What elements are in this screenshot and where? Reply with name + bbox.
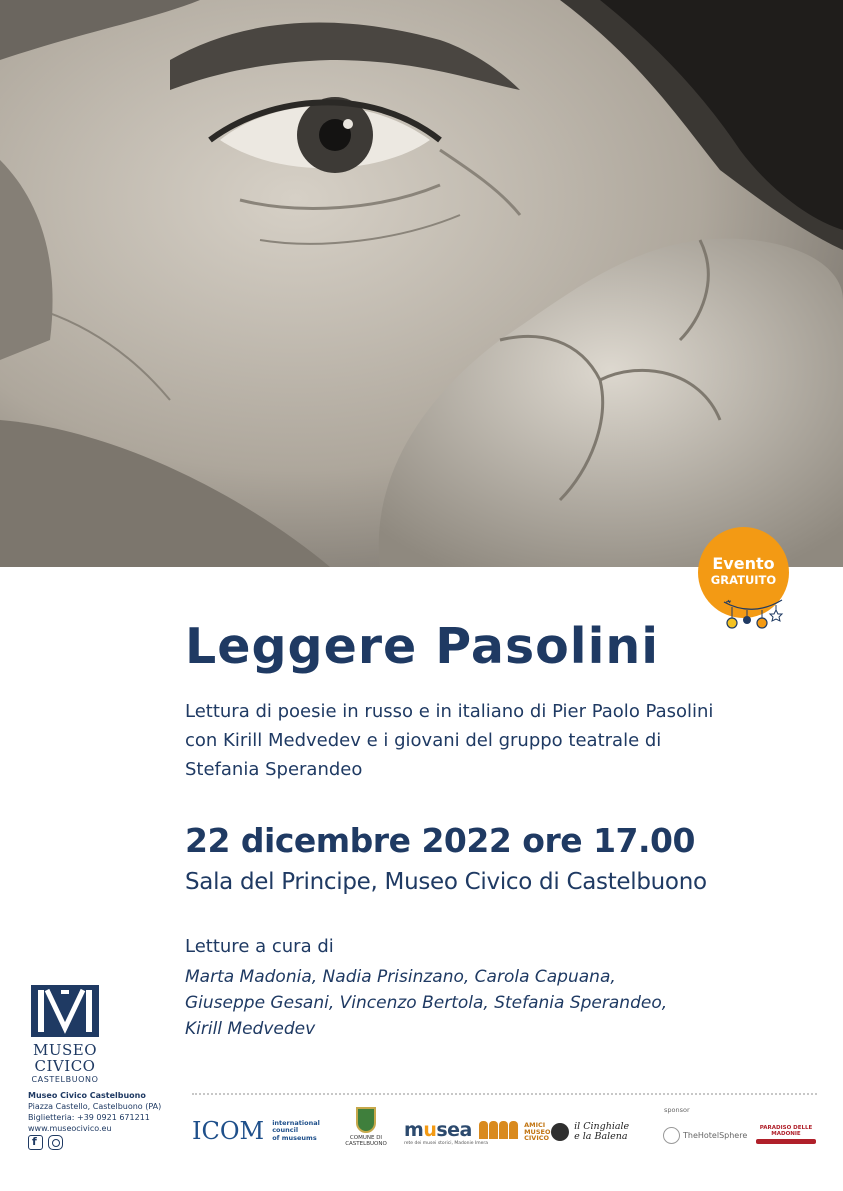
amici-arches-icon — [479, 1121, 519, 1143]
cinghiale-balena-logo — [551, 1121, 629, 1142]
comune-castelbuono-logo — [340, 1107, 392, 1147]
museo-civico-logo — [28, 984, 102, 1084]
hotelsphere-logo — [663, 1127, 747, 1144]
readers-line: Kirill Medvedev — [185, 1019, 316, 1039]
readers-heading: Letture a cura di — [185, 936, 334, 957]
social-links — [28, 1135, 68, 1154]
comune-text: COMUNE DI CASTELBUONO — [345, 1135, 387, 1147]
facebook-icon[interactable] — [28, 1135, 43, 1150]
logo-line: CIVICO — [34, 1057, 96, 1075]
description-line: Lettura di poesie in russo e in italiano di Pier Paolo Pasolini — [185, 701, 714, 722]
ornament-decoration-icon — [722, 598, 784, 632]
amici-museo-civico-logo — [479, 1121, 551, 1143]
hero-photo — [0, 0, 843, 567]
readers-list — [185, 964, 667, 1042]
icom-logo — [192, 1117, 320, 1145]
event-venue: Sala del Principe, Museo Civico di Castelbuono — [185, 869, 707, 895]
paradiso-text: PARADISO DELLE MADONIE — [759, 1125, 813, 1137]
museum-contact — [28, 1090, 161, 1134]
event-date: 22 dicembre 2022 ore 17.00 — [185, 821, 695, 860]
musea-tagline: rete dei musei storici, Madonie Imera — [404, 1141, 489, 1146]
footer-divider — [192, 1093, 817, 1095]
event-title: Leggere Pasolini — [185, 618, 660, 675]
paradiso-madonie-logo — [756, 1125, 816, 1144]
badge-line-event: Evento — [712, 554, 775, 573]
readers-line: Giuseppe Gesani, Vincenzo Bertola, Stefania Sperandeo, — [185, 993, 668, 1013]
description-line: con Kirill Medvedev e i giovani del gruppo teatrale di — [185, 730, 662, 751]
description-line: Stefania Sperandeo — [185, 759, 363, 780]
cinghiale-text: il Cinghiale e la Balena — [574, 1120, 630, 1142]
logo-line: MUSEO — [32, 1041, 98, 1059]
contact-name: Museo Civico Castelbuono — [28, 1091, 146, 1100]
globe-icon — [663, 1127, 680, 1144]
musea-word: musea — [404, 1119, 472, 1141]
contact-phone: Biglietteria: +39 0921 671211 — [28, 1113, 150, 1122]
readers-line: Marta Madonia, Nadia Prisinzano, Carola Capuana, — [185, 967, 616, 987]
crest-icon — [356, 1107, 376, 1133]
museo-m-logo-icon — [30, 984, 100, 1038]
event-description — [185, 697, 785, 784]
icom-mark: ICOM — [192, 1117, 265, 1145]
paradiso-bar — [756, 1139, 816, 1144]
musea-logo — [404, 1119, 488, 1146]
contact-website[interactable]: www.museocivico.eu — [28, 1124, 112, 1133]
amici-text: AMICI MUSEO CIVICO — [524, 1121, 551, 1143]
badge-line-free: GRATUITO — [710, 573, 777, 587]
cinghiale-icon — [551, 1123, 569, 1141]
sponsor-label: sponsor — [664, 1106, 690, 1114]
logo-line: CASTELBUONO — [31, 1075, 99, 1084]
contact-address: Piazza Castello, Castelbuono (PA) — [28, 1102, 162, 1111]
instagram-icon[interactable] — [48, 1135, 63, 1150]
icom-text: international council of museums — [272, 1118, 320, 1142]
hotelsphere-text: TheHotelSphere — [683, 1131, 748, 1140]
